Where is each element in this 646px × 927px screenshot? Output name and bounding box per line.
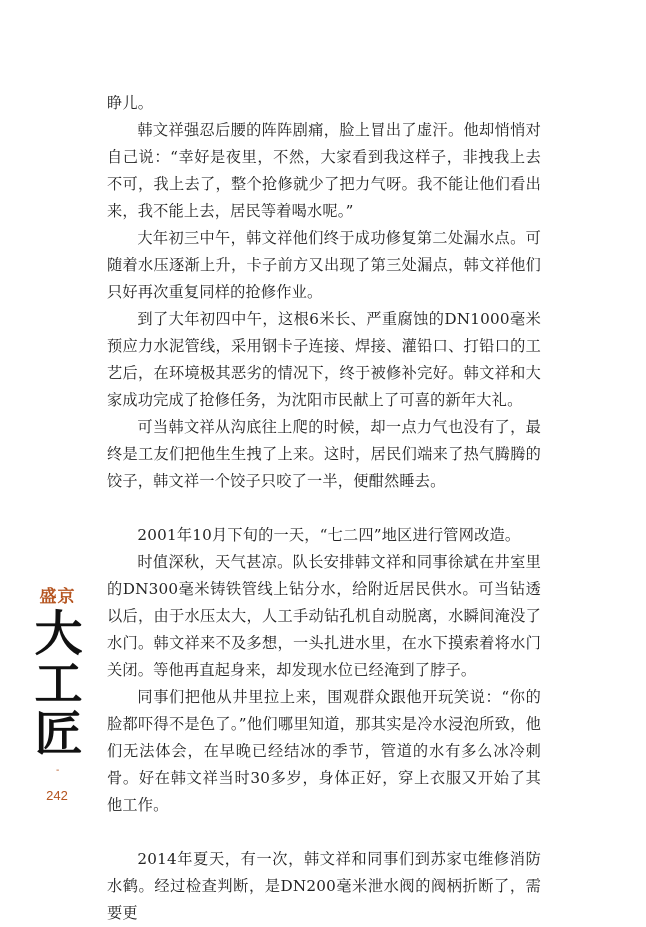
book-side-title [20, 587, 95, 762]
page-number: 242 [46, 788, 68, 803]
paragraph: 到了大年初四中午，这根6米长、严重腐蚀的DN1000毫米预应力水泥管线，采用钢卡子连接、焊接、灌铅口、打铅口的工艺后，在环境极其恶劣的情况下，终于被修补完好。韩文祥和大家成功完成了抢修任务，为沈阳市民献上了可喜的新年大礼。 [107, 310, 541, 409]
paragraph: 韩文祥强忍后腰的阵阵剧痛，脸上冒出了虚汗。他却悄悄对自己说：“幸好是夜里，不然，大家看到我这样子，非拽我上去不可，我上去了，整个抢修就少了把力气呀。我不能让他们看出来，我不能上去，居民等着喝水呢。” [107, 121, 541, 220]
paragraph: 大年初三中午，韩文祥他们终于成功修复第二处漏水点。可随着水压逐渐上升，卡子前方又出现了第三处漏点，韩文祥他们只好再次重复同样的抢修作业。 [107, 229, 541, 301]
title-char-2: 工 [34, 656, 81, 712]
paragraph: 2014年夏天，有一次，韩文祥和同事们到苏家屯维修消防水鹤。经过检查判断，是DN200毫米泄水阀的阀柄折断了，需要更 [107, 850, 541, 922]
book-title-logo [20, 606, 95, 762]
section-gap [107, 819, 541, 846]
paragraph: 同事们把他从井里拉上来，围观群众跟他开玩笑说：“你的脸都吓得不是色了。”他们哪里知道，那其实是冷水浸泡所致，他们无法体会，在早晚已经结冰的季节，管道的水有多么冰冷刺骨。好在韩文祥当时30多岁，身体正好，穿上衣服又开始了其他工作。 [107, 688, 541, 814]
series-label: 盛京 [39, 587, 76, 607]
title-char-1: 大 [34, 606, 81, 662]
paragraph: 可当韩文祥从沟底往上爬的时候，却一点力气也没有了，最终是工友们把他生生拽了上来。这时，居民们端来了热气腾腾的饺子，韩文祥一个饺子只咬了一半，便酣然睡去。 [107, 418, 541, 490]
paragraph: 睁儿。 [107, 94, 154, 112]
section-gap [107, 495, 541, 522]
page-number-dash: - [56, 765, 60, 776]
paragraph: 2001年10月下旬的一天，“七二四”地区进行管网改造。 [137, 526, 521, 544]
body-text [107, 90, 541, 927]
paragraph: 时值深秋，天气甚凉。队长安排韩文祥和同事徐斌在井室里的DN300毫米铸铁管线上钻分水，给附近居民供水。可当钻透以后，由于水压太大，人工手动钻孔机自动脱离，水瞬间淹没了水门。韩文祥来不及多想，一头扎进水里，在水下摸索着将水门关闭。等他再直起身来，却发现水位已经淹到了脖子。 [107, 553, 541, 679]
title-char-3: 匠 [34, 706, 81, 762]
